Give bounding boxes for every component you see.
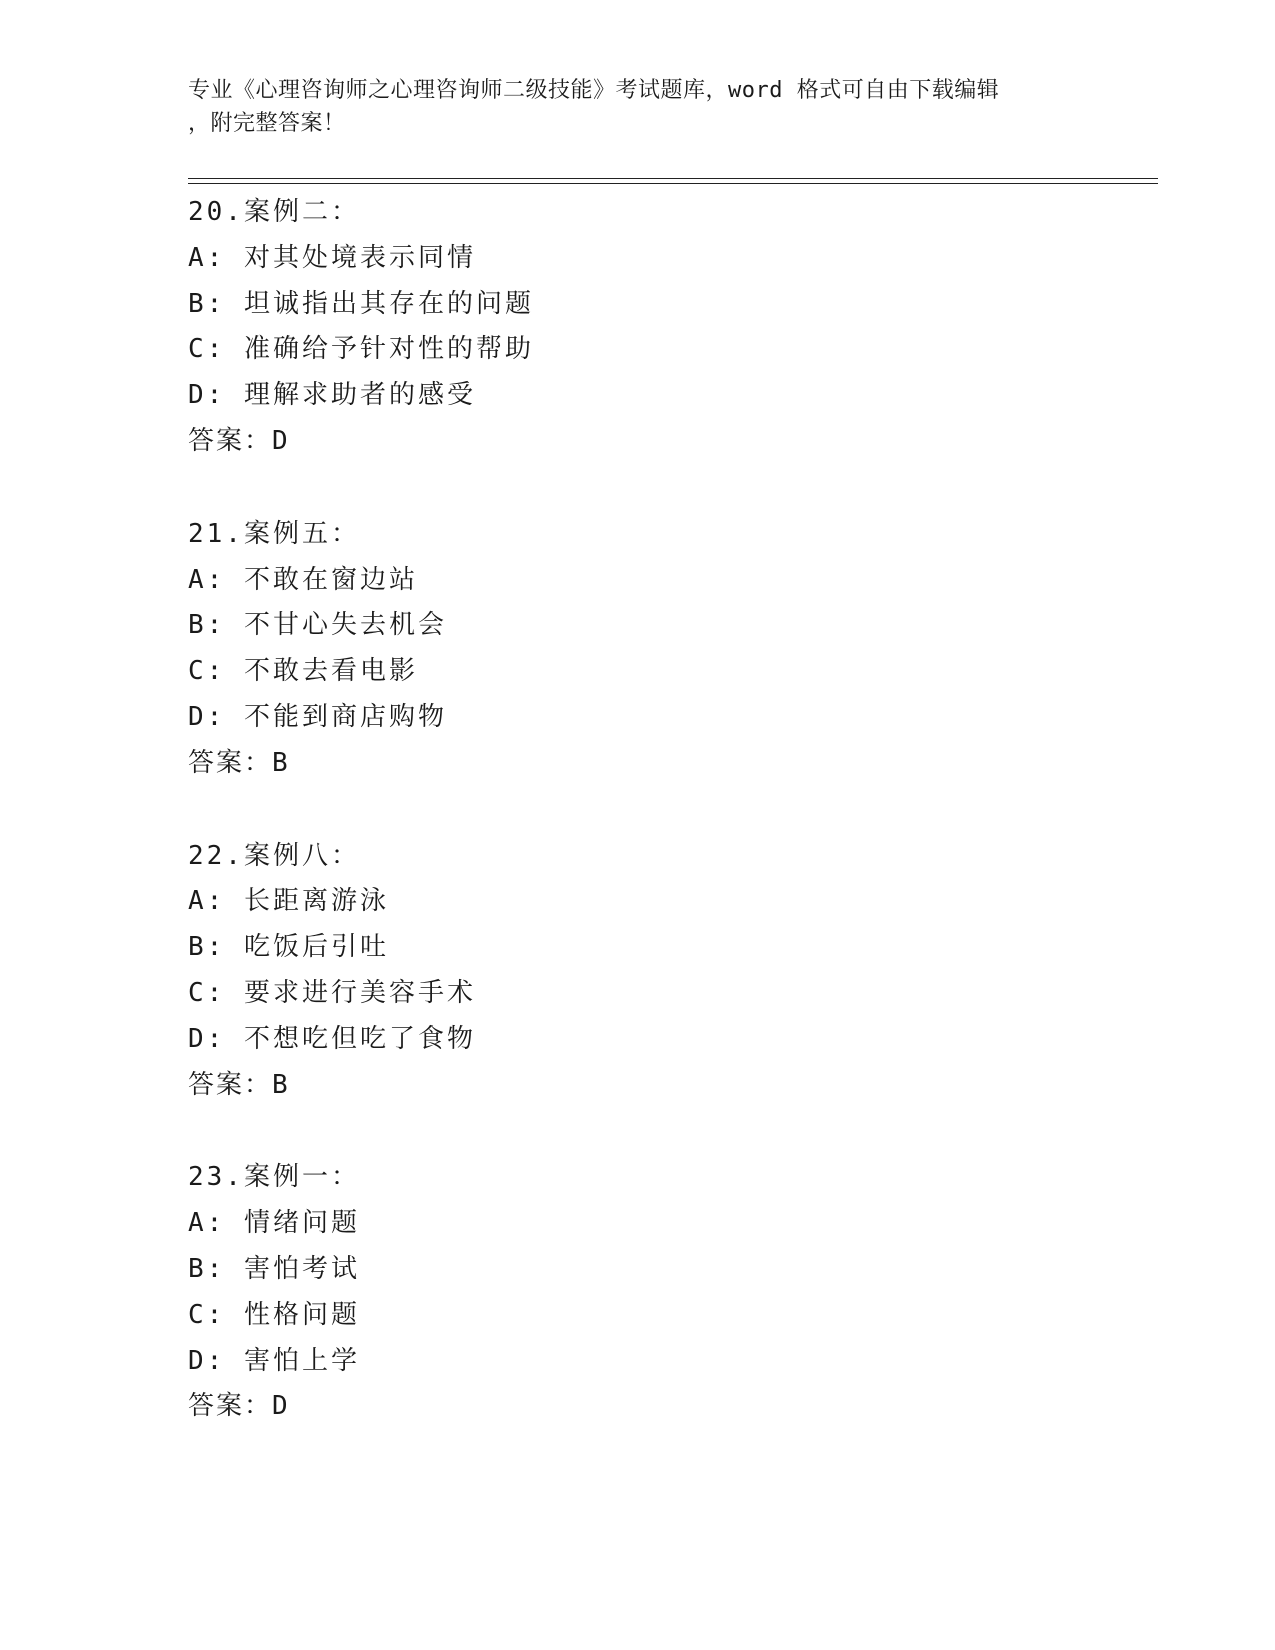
option-a: A: 不敢在窗边站 xyxy=(188,564,418,595)
question-title: 22.案例八： xyxy=(188,840,360,871)
header-divider-bottom xyxy=(188,183,1158,184)
document-header xyxy=(188,74,1068,140)
answer: 答案：B xyxy=(188,1069,290,1100)
answer: 答案：B xyxy=(188,747,290,778)
question-20 xyxy=(188,190,1158,465)
answer: 答案：D xyxy=(188,1391,290,1422)
question-title: 23.案例一： xyxy=(188,1162,360,1193)
option-d: D: 不想吃但吃了食物 xyxy=(188,1023,476,1054)
option-a: A: 长距离游泳 xyxy=(188,886,389,917)
option-b: B: 吃饭后引吐 xyxy=(188,932,389,963)
option-c: C: 准确给予针对性的帮助 xyxy=(188,334,534,365)
option-a: A: 对其处境表示同情 xyxy=(188,242,476,273)
header-divider-top xyxy=(188,178,1158,179)
option-b: B: 不甘心失去机会 xyxy=(188,610,447,641)
answer: 答案：D xyxy=(188,425,290,456)
question-23 xyxy=(188,1155,1158,1430)
question-title: 20.案例二： xyxy=(188,197,360,227)
option-d: D: 不能到商店购物 xyxy=(188,701,447,732)
option-d: D: 理解求助者的感受 xyxy=(188,380,476,411)
question-22 xyxy=(188,834,1158,1109)
option-a: A: 情绪问题 xyxy=(188,1208,360,1239)
option-b: B: 害怕考试 xyxy=(188,1253,360,1284)
option-b: B: 坦诚指出其存在的问题 xyxy=(188,288,534,319)
header-line-2: ，附完整答案！ xyxy=(188,111,346,136)
question-21 xyxy=(188,512,1158,787)
option-d: D: 害怕上学 xyxy=(188,1345,360,1376)
option-c: C: 要求进行美容手术 xyxy=(188,977,476,1008)
option-c: C: 不敢去看电影 xyxy=(188,656,418,687)
question-list xyxy=(188,190,1158,1477)
option-c: C: 性格问题 xyxy=(188,1299,360,1330)
question-title: 21.案例五： xyxy=(188,518,360,549)
header-line-1: 专业《心理咨询师之心理咨询师二级技能》考试题库，word 格式可自由下载编辑 xyxy=(188,78,1000,103)
